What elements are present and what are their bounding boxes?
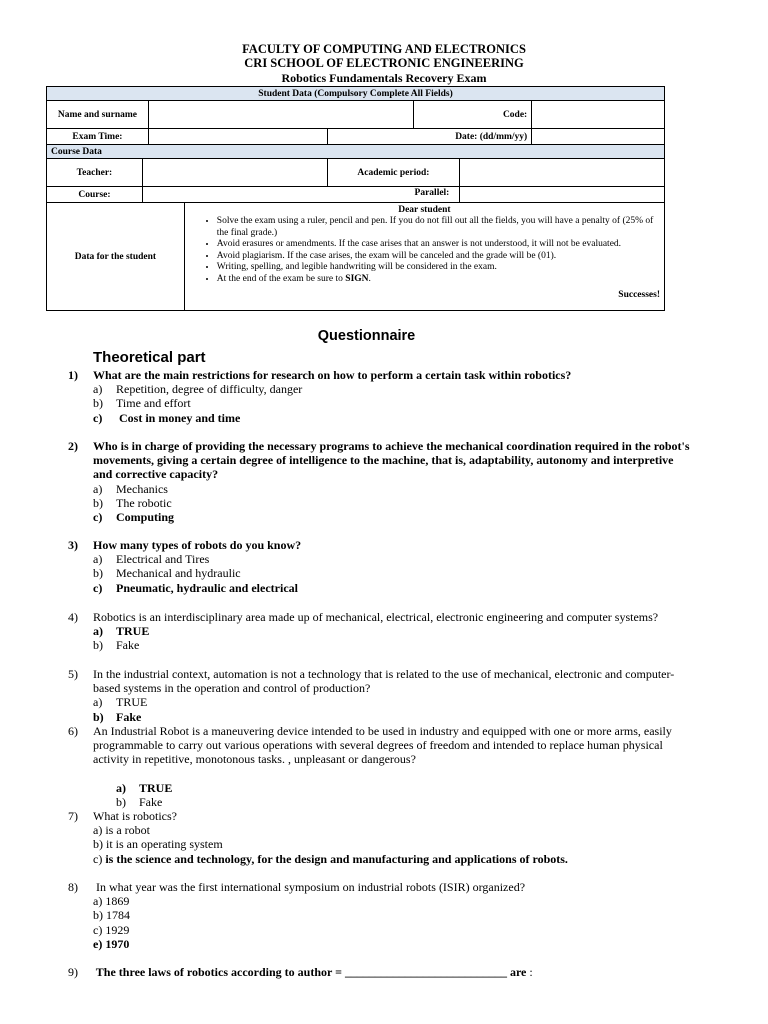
option-a[interactable]: a) TRUE bbox=[116, 780, 173, 795]
instructions-box bbox=[46, 202, 665, 311]
course-field[interactable] bbox=[142, 187, 459, 203]
successes-text: Successes! bbox=[618, 290, 660, 300]
option-b[interactable]: b) Mechanical and hydraulic bbox=[93, 566, 241, 581]
question-text: Who is in charge of providing the necessary programs to achieve the mechanical coordination required in the robot's movements, giving a certain degree of intelligence to the machine, that is, adaptability, autonomy and interpretive and corrective capacity? bbox=[93, 439, 690, 482]
instruction-item: • Solve the exam using a ruler, pencil and pen. If you do not fill out all the fields, you will have a penalty of (25% of the final grade.) bbox=[217, 216, 660, 239]
student-data-band: Student Data (Compulsory Complete All Fields) bbox=[47, 87, 665, 101]
option-c[interactable]: c) Cost in money and time bbox=[93, 410, 241, 425]
question-text: The three laws of robotics according to author = ___________________________ are : bbox=[93, 965, 533, 979]
option-b[interactable]: b) The robotic bbox=[93, 495, 172, 510]
dear-student-title: Dear student bbox=[398, 205, 451, 215]
option-b[interactable]: b) 1784 bbox=[93, 908, 130, 923]
question-number: 7) bbox=[68, 809, 78, 823]
question-number: 3) bbox=[68, 538, 78, 552]
exam-time-label: Exam Time: bbox=[47, 129, 149, 145]
option-a[interactable]: a) Electrical and Tires bbox=[93, 552, 210, 567]
question-text: What is robotics? bbox=[93, 809, 177, 823]
academic-period-field[interactable] bbox=[460, 159, 665, 187]
parallel-label: Parallel: bbox=[414, 188, 450, 198]
academic-period-label: Academic period: bbox=[327, 159, 460, 187]
question-6 bbox=[68, 724, 693, 809]
exam-time-field[interactable] bbox=[148, 129, 327, 145]
question-number: 5) bbox=[68, 667, 78, 681]
teacher-field[interactable] bbox=[142, 159, 327, 187]
question-text: What are the main restrictions for research on how to perform a certain task within robotics? bbox=[93, 368, 572, 382]
question-text: How many types of robots do you know? bbox=[93, 538, 302, 552]
question-1 bbox=[68, 368, 693, 425]
question-5 bbox=[68, 667, 693, 724]
course-label: Course: bbox=[47, 187, 143, 203]
student-data-form bbox=[46, 86, 665, 145]
instructions-list bbox=[189, 216, 660, 285]
instruction-item: • Avoid plagiarism. If the case arises, the exam will be canceled and the grade will be (01). bbox=[217, 251, 660, 263]
school-title: CRI SCHOOL OF ELECTRONIC ENGINEERING bbox=[244, 56, 524, 70]
course-data-band: Course Data bbox=[47, 145, 665, 159]
course-data-form bbox=[46, 144, 665, 203]
name-label: Name and surname bbox=[47, 101, 149, 129]
option-a[interactable]: a) 1869 bbox=[93, 894, 130, 909]
question-number: 8) bbox=[68, 880, 78, 894]
date-field[interactable] bbox=[532, 129, 665, 145]
instruction-item: • At the end of the exam be sure to SIGN. bbox=[217, 274, 660, 286]
code-label: Code: bbox=[414, 101, 532, 129]
exam-title: Robotics Fundamentals Recovery Exam bbox=[281, 71, 487, 85]
option-c[interactable]: c) Computing bbox=[93, 510, 175, 525]
option-b[interactable]: b) Fake bbox=[93, 709, 142, 724]
instruction-item: • Writing, spelling, and legible handwriting will be considered in the exam. bbox=[217, 262, 660, 274]
option-c[interactable]: c) 1929 bbox=[93, 922, 130, 937]
question-number: 2) bbox=[68, 439, 78, 453]
option-c[interactable]: c) is the science and technology, for the design and manufacturing and applications of robots. bbox=[93, 851, 568, 866]
question-number: 4) bbox=[68, 610, 78, 624]
parallel-field[interactable] bbox=[460, 187, 665, 203]
question-text: Robotics is an interdisciplinary area made up of mechanical, electrical, electronic engineering and computer systems? bbox=[93, 610, 659, 624]
option-a[interactable]: a) is a robot bbox=[93, 823, 150, 838]
question-text: An Industrial Robot is a maneuvering device intended to be used in industry and equipped with one or more arms, easily programmable to carry out various operations with several degrees of freedom and intended to replace human physical activity in repetitive, monotonous tasks. , unpleasant or dangerous? bbox=[93, 724, 672, 767]
question-4 bbox=[68, 610, 693, 653]
question-text: In the industrial context, automation is not a technology that is related to the use of mechanical, electronic and computer-based systems in the operation and control of production? bbox=[93, 667, 675, 696]
faculty-title: FACULTY OF COMPUTING AND ELECTRONICS bbox=[242, 42, 526, 56]
question-8 bbox=[68, 880, 693, 951]
question-3 bbox=[68, 538, 693, 595]
question-number: 9) bbox=[68, 965, 78, 979]
question-text: In what year was the first international symposium on industrial robots (ISIR) organized? bbox=[93, 880, 526, 894]
questionnaire-title: Questionnaire bbox=[317, 328, 416, 344]
option-c[interactable]: c) Pneumatic, hydraulic and electrical bbox=[93, 580, 298, 595]
option-a[interactable]: a) Mechanics bbox=[93, 481, 168, 496]
instruction-item: • Avoid erasures or amendments. If the case arises that an answer is not understood, it will not be evaluated. bbox=[217, 239, 660, 251]
sign-emphasis: SIGN bbox=[345, 273, 369, 284]
question-7 bbox=[68, 809, 693, 866]
option-a[interactable]: a) Repetition, degree of difficulty, danger bbox=[93, 382, 303, 397]
option-b[interactable]: b) Time and effort bbox=[93, 396, 191, 411]
option-b[interactable]: b) it is an operating system bbox=[93, 837, 223, 852]
code-field[interactable] bbox=[532, 101, 665, 129]
theoretical-part-title: Theoretical part bbox=[93, 349, 206, 366]
date-label: Date: (dd/mm/yy) bbox=[327, 129, 532, 145]
name-field[interactable] bbox=[148, 101, 414, 129]
data-for-student-label: Data for the student bbox=[47, 203, 185, 311]
question-number: 1) bbox=[68, 368, 78, 382]
option-b[interactable]: b) Fake bbox=[116, 794, 163, 809]
option-e[interactable]: e) 1970 bbox=[93, 936, 130, 951]
question-9 bbox=[68, 965, 693, 979]
option-a[interactable]: a) TRUE bbox=[93, 624, 150, 639]
question-number: 6) bbox=[68, 724, 78, 738]
question-2 bbox=[68, 439, 693, 524]
option-a[interactable]: a) TRUE bbox=[93, 695, 148, 710]
teacher-label: Teacher: bbox=[47, 159, 143, 187]
option-b[interactable]: b) Fake bbox=[93, 638, 140, 653]
